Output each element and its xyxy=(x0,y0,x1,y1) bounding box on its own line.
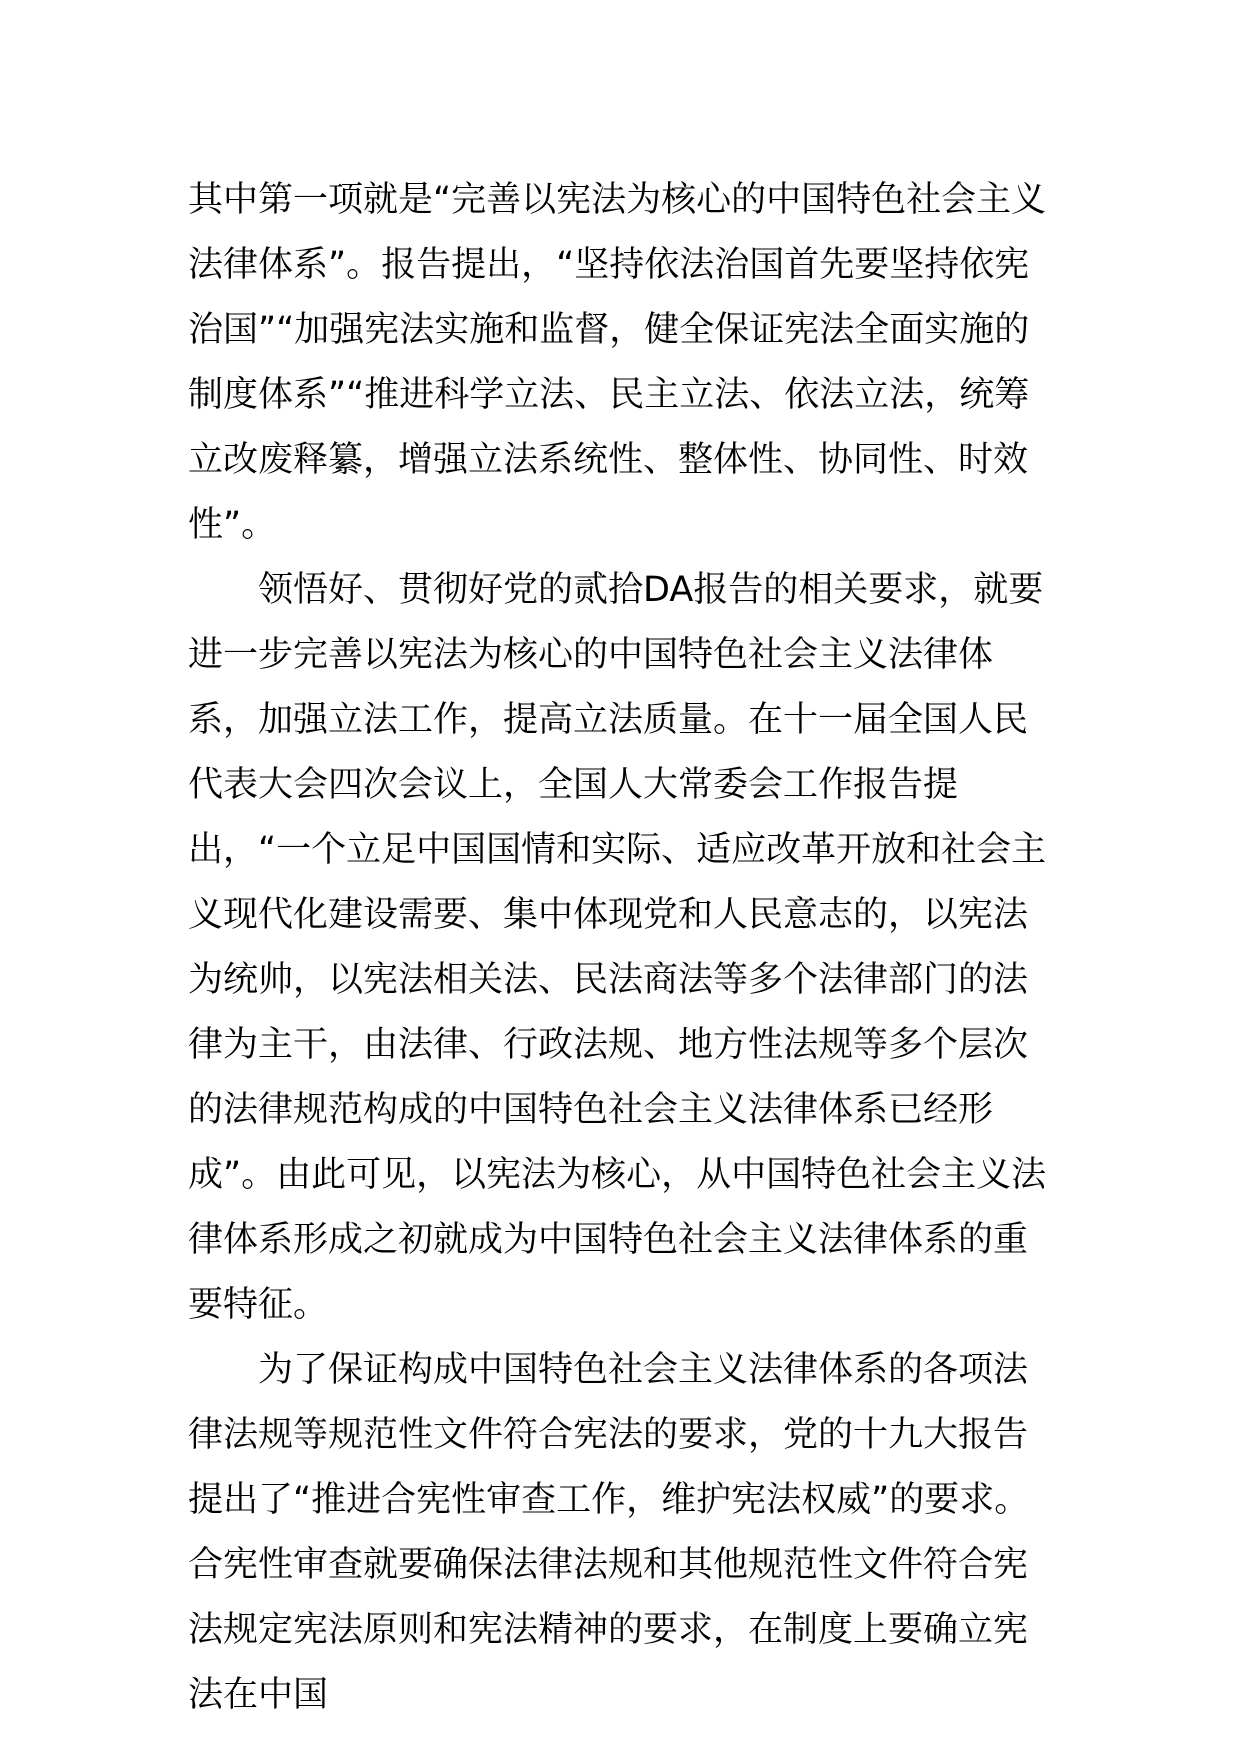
paragraph-3: 为了保证构成中国特色社会主义法律体系的各项法律法规等规范性文件符合宪法的要求，党的十九大报告提出了“推进合宪性审查工作，维护宪法权威”的要求。合宪性审查就要确保法律法规和其他规范性文件符合宪法规定宪法原则和宪法精神的要求，在制度上要确立宪法在中国 xyxy=(188,1350,1030,1715)
paragraph-2: 领悟好、贯彻好党的贰拾DA报告的相关要求，就要进一步完善以宪法为核心的中国特色社会主义法律体系，加强立法工作，提高立法质量。在十一届全国人民代表大会四次会议上，全国人大常委会工作报告提出，“一个立足中国国情和实际、适应改革开放和社会主义现代化建设需要、集中体现党和人民意志的，以宪法为统帅，以宪法相关法、民法商法等多个法律部门的法律为主干，由法律、行政法规、地方性法规等多个层次的法律规范构成的中国特色社会主义法律体系已经形成”。由此可见，以宪法为核心，从中国特色社会主义法律体系形成之初就成为中国特色社会主义法律体系的重要特征。 xyxy=(188,570,1047,1325)
paragraph-1: 其中第一项就是“完善以宪法为核心的中国特色社会主义法律体系”。报告提出，“坚持依法治国首先要坚持依宪治国”“加强宪法实施和监督，健全保证宪法全面实施的制度体系”“推进科学立法、民主立法、依法立法，统筹立改废释纂，增强立法系统性、整体性、协同性、时效性”。 xyxy=(188,180,1047,545)
document-body xyxy=(188,168,1056,1728)
